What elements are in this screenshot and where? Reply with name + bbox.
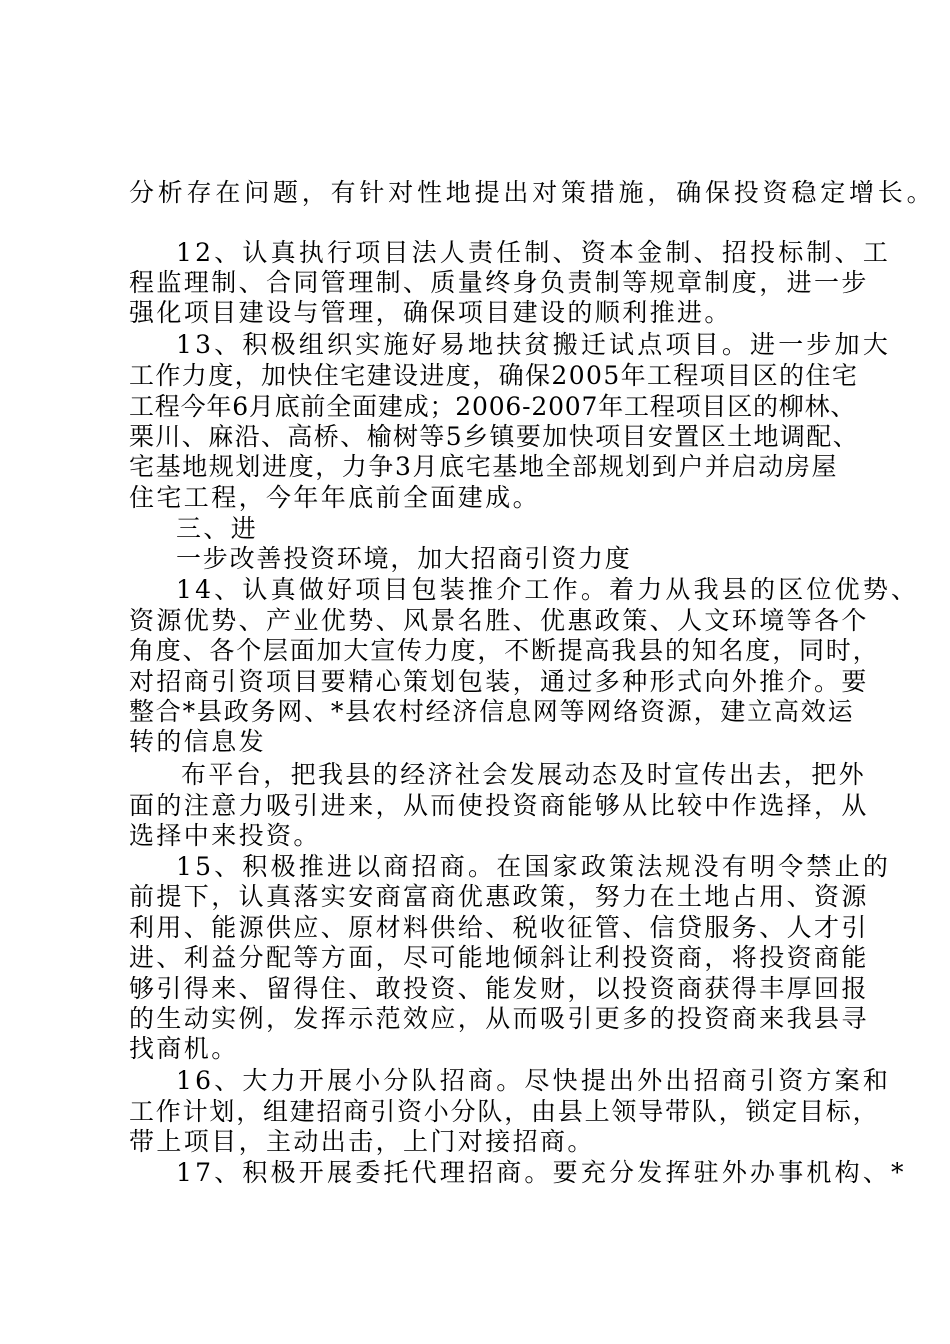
text-line: 对招商引资项目要精心策划包装，通过多种形式向外推介。要	[129, 667, 869, 696]
text-line: 进、利益分配等方面，尽可能地倾斜让利投资商，将投资商能	[129, 943, 869, 972]
text-line: 住宅工程，今年年底前全面建成。	[129, 483, 541, 512]
text-line: 强化项目建设与管理，确保项目建设的顺利推进。	[129, 298, 732, 327]
text-line: 资源优势、产业优势、风景名胜、优惠政策、人文环境等各个	[129, 606, 869, 635]
text-line: 前提下，认真落实安商富商优惠政策，努力在土地占用、资源	[129, 882, 869, 911]
text-line: 选择中来投资。	[129, 821, 321, 850]
text-line: 15、积极推进以商招商。在国家政策法规没有明令禁止的	[176, 852, 892, 881]
text-line: 14、认真做好项目包装推介工作。着力从我县的区位优势、	[176, 575, 920, 604]
text-line: 栗川、麻沿、高桥、榆树等5乡镇要加快项目安置区土地调配、	[129, 422, 860, 451]
text-line: 转的信息发	[129, 727, 267, 756]
text-line: 宅基地规划进度，力争3月底宅基地全部规划到户并启动房屋	[129, 452, 839, 481]
text-line: 13、积极组织实施好易地扶贫搬迁试点项目。进一步加大	[176, 330, 892, 359]
text-line: 16、大力开展小分队招商。尽快提出外出招商引资方案和	[176, 1066, 892, 1095]
text-line: 带上项目，主动出击，上门对接招商。	[129, 1127, 595, 1156]
text-line: 找商机。	[129, 1034, 239, 1063]
text-line: 面的注意力吸引进来，从而使投资商能够从比较中作选择，从	[129, 791, 869, 820]
text-line: 布平台，把我县的经济社会发展动态及时宣传出去，把外	[181, 760, 867, 789]
text-line: 利用、能源供应、原材料供给、税收征管、信贷服务、人才引	[129, 913, 869, 942]
text-line: 17、积极开展委托代理招商。要充分发挥驻外办事机构、*	[176, 1158, 907, 1187]
section-heading: 三、进	[176, 514, 259, 543]
text-line: 工程今年6月底前全面建成；2006-2007年工程项目区的柳林、	[129, 392, 857, 421]
text-line: 整合*县政务网、*县农村经济信息网等网络资源，建立高效运	[129, 697, 855, 726]
text-line: 的生动实例，发挥示范效应，从而吸引更多的投资商来我县寻	[129, 1004, 869, 1033]
text-line: 12、认真执行项目法人责任制、资本金制、招投标制、工	[176, 238, 892, 267]
text-line: 工作计划，组建招商引资小分队，由县上领导带队，锁定目标，	[129, 1097, 880, 1126]
text-line: 程监理制、合同管理制、质量终身负责制等规章制度，进一步	[129, 268, 869, 297]
text-line: 角度、各个层面加大宣传力度，不断提高我县的知名度，同时，	[129, 636, 880, 665]
text-line: 工作力度，加快住宅建设进度，确保2005年工程项目区的住宅	[129, 361, 859, 390]
text-line: 够引得来、留得住、敢投资、能发财，以投资商获得丰厚回报	[129, 974, 869, 1003]
section-heading: 一步改善投资环境，加大招商引资力度	[176, 544, 632, 573]
text-line: 分析存在问题，有针对性地提出对策措施，确保投资稳定增长。	[129, 178, 936, 207]
